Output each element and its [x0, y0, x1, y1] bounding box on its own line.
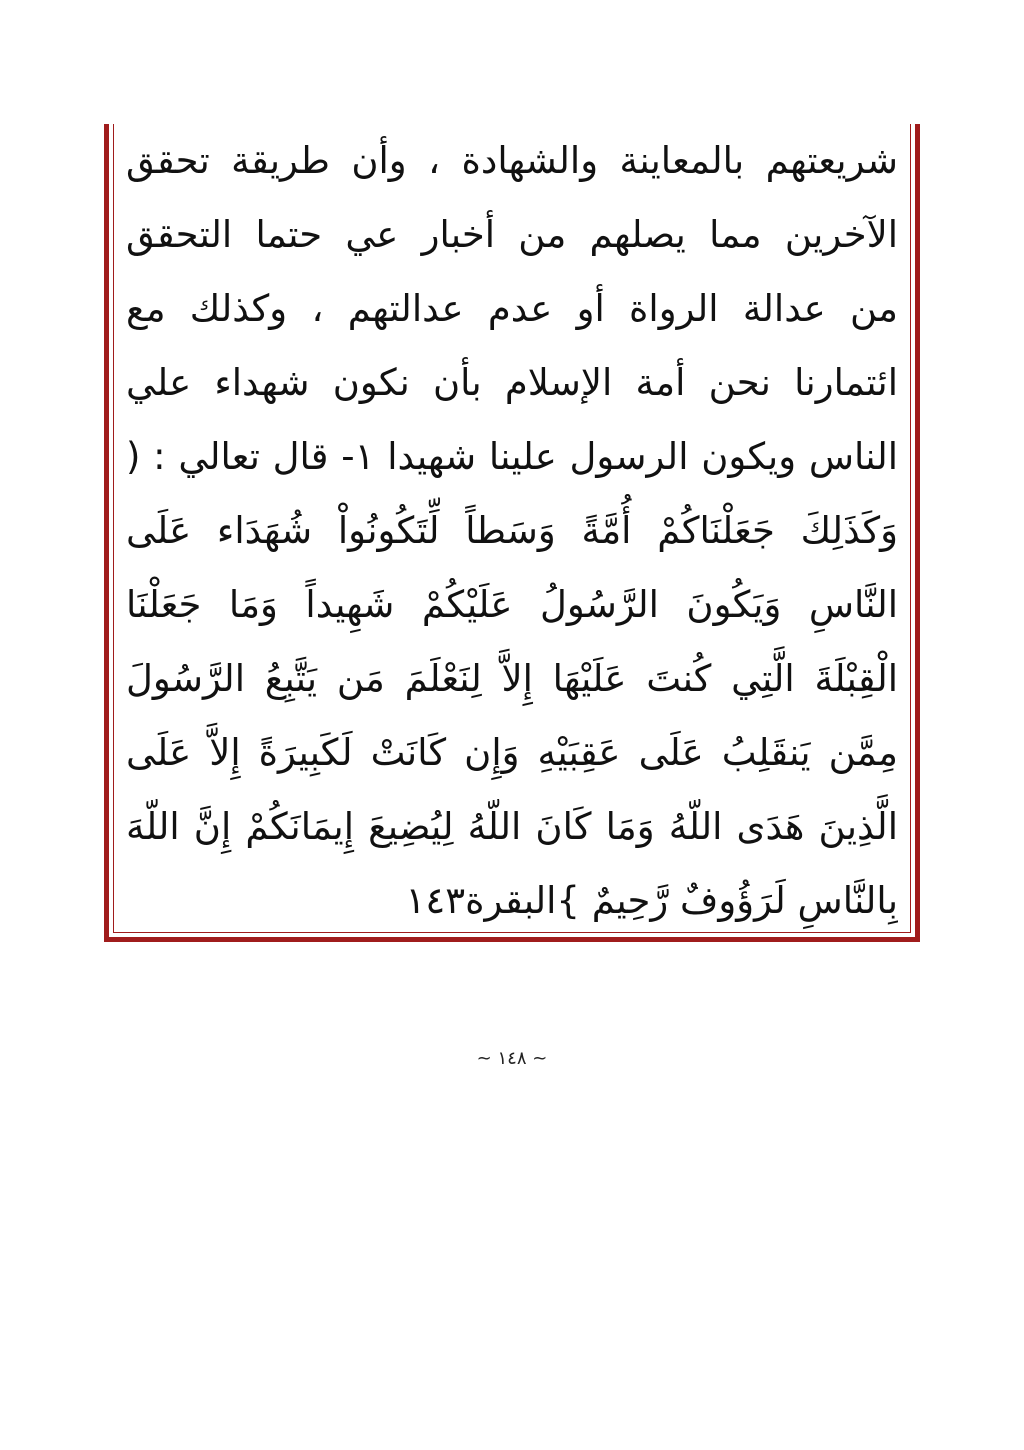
quran-verse-line: وَكَذَلِكَ جَعَلْنَاكُمْ أُمَّةً وَسَطاً لِّتَكُونُواْ شُهَدَاء عَلَى [126, 509, 898, 552]
quran-verse-line: مِمَّن يَنقَلِبُ عَلَى عَقِبَيْهِ وَإِن كَانَتْ لَكَبِيرَةً إِلاَّ عَلَى [126, 731, 898, 774]
quran-verse-line: الَّذِينَ هَدَى اللّهُ وَمَا كَانَ اللّهُ لِيُضِيعَ إِيمَانَكُمْ إِنَّ اللّهَ [126, 805, 898, 848]
text-line: شريعتهم بالمعاينة والشهادة ، وأن طريقة تحقق [126, 139, 898, 182]
page-number: ~ ١٤٨ ~ [476, 1048, 548, 1069]
text-line: الناس ويكون الرسول علينا شهيدا ١- قال تعالي : ( [126, 435, 898, 478]
text-line: من عدالة الرواة أو عدم عدالتهم ، وكذلك مع [126, 287, 898, 330]
quran-verse-line: بِالنَّاسِ لَرَؤُوفٌ رَّحِيمٌ }البقرة١٤٣ [405, 879, 898, 922]
quran-verse-line: الْقِبْلَةَ الَّتِي كُنتَ عَلَيْهَا إِلاَّ لِنَعْلَمَ مَن يَتَّبِعُ الرَّسُولَ [126, 657, 898, 700]
quran-verse-line: النَّاسِ وَيَكُونَ الرَّسُولُ عَلَيْكُمْ شَهِيداً وَمَا جَعَلْنَا [126, 583, 898, 626]
text-line: ائتمارنا نحن أمة الإسلام بأن نكون شهداء علي [126, 361, 898, 404]
text-line: الآخرين مما يصلهم من أخبار عي حتما التحقق [126, 213, 898, 256]
body-text [126, 124, 898, 938]
